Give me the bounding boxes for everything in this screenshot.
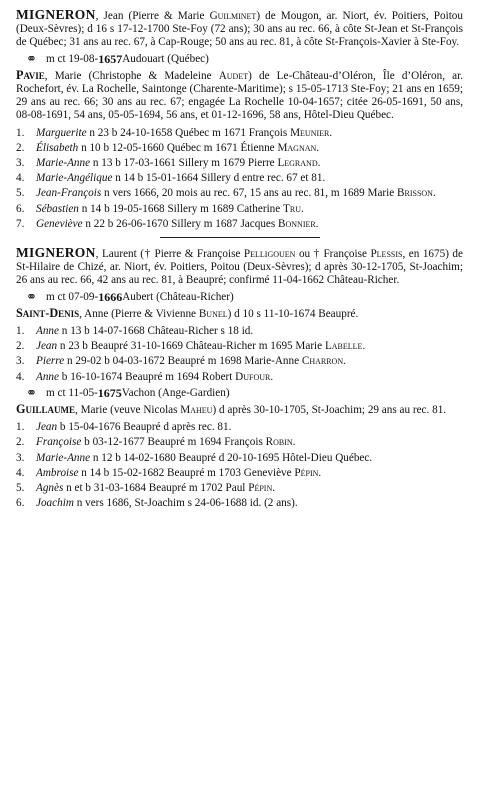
marriage-line: ⚭ m ct 11-05- 1675 Vachon (Ange-Gardien) [26,385,230,401]
child-item: 1. Marguerite n 23 b 24-10-1658 Québec m 1671 François Meunier. [16,126,333,139]
children-list [16,325,463,384]
child-item: 5. Jean-François n vers 1666, 20 mois au rec. 67, 15 ans au rec. 81, m 1689 Marie Brisson. [16,187,436,200]
children-list [16,127,463,231]
child-item: 1. Anne n 13 b 14-07-1668 Château-Richer s 18 id. [16,325,254,338]
child-item: 2. Jean n 23 b Beaupré 31-10-1669 Château-Richer m 1695 Marie Labelle. [16,340,366,353]
marriage-line: ⚭ m ct 19-08- 1657 Audouart (Québec) [26,51,209,67]
marriage-rings-icon: ⚭ [26,51,37,67]
child-item: 3. Marie-Anne n 13 b 17-03-1661 Sillery m 1679 Pierre Legrand. [16,157,321,170]
entry-divider [160,237,320,238]
child-item: 5. Agnès n et b 31-03-1684 Beaupré m 1702 Paul Pépin. [16,482,276,495]
spouse-paragraph: Saint-Denis, Anne (Pierre & Vivienne Bunel) d 10 s 11-10-1674 Beaupré. [16,305,359,320]
child-item: 2. Élisabeth n 10 b 12-05-1660 Québec m 1671 Étienne Magnan. [16,141,320,154]
family-entry-laurent-migneron [16,246,463,510]
child-item: 2. Françoise b 03-12-1677 Beaupré m 1694 François Robin. [16,436,296,449]
family-entry-jean-migneron [16,8,463,231]
child-item: 4. Anne b 16-10-1674 Beaupré m 1694 Robert Dufour. [16,370,274,383]
spouse-paragraph: Pavie, Marie (Christophe & Madeleine Audet) de Le-Château-d’Oléron, Île d’Oléron, ar. Rochefort, év. La Rochelle, Saintonge (Charente-Maritime); s 15-05-1713 Ste-Foy; 21 ans en 1659; 29 ans au rec. 66; 30 ans au rec. 67; engagée La Rochelle 10-04-1657; citée 26-05-1691, 50 ans, 08-08-1691, 54 ans, 05-05-1694, 56 ans, et 01-12-1696, 58 ans, Hôtel-Dieu Québec. [16,67,463,122]
child-item: 6. Joachim n vers 1686, St-Joachim s 24-06-1688 id. (2 ans). [16,497,298,510]
child-item: 4. Marie-Angélique n 14 b 15-01-1664 Sillery d entre rec. 67 et 81. [16,172,326,185]
children-list [16,421,463,510]
head-surname: MIGNERON [16,245,96,261]
child-item: 4. Ambroise n 14 b 15-02-1682 Beaupré m 1703 Geneviève Pépin. [16,466,322,479]
marriage-line: ⚭ m ct 07-09- 1666 Aubert (Château-Richer) [26,289,234,305]
child-item: 7. Geneviève n 22 b 26-06-1670 Sillery m 1687 Jacques Bonnier. [16,217,319,230]
head-paragraph: MIGNERON, Laurent († Pierre & Françoise Pelligouen ou † Françoise Plessis, en 1675) de St-Hilaire de Chizé, ar. Niort, év. Poitiers, Poitou (Deux-Sèvres); d après 30-12-1705, St-Joachim; 26 ans au rec. 66, 42 ans au rec. 81, à Beaupré; confirmé 11-04-1662 Château-Richer. [16,245,463,287]
marriage-rings-icon: ⚭ [26,289,37,305]
marriage-rings-icon: ⚭ [26,385,37,401]
child-item: 1. Jean b 15-04-1676 Beaupré d après rec. 81. [16,421,232,434]
child-item: 6. Sébastien n 14 b 19-05-1668 Sillery m 1689 Catherine Tru. [16,202,304,215]
head-paragraph: MIGNERON, Jean (Pierre & Marie Guilminet) de Mougon, ar. Niort, év. Poitiers, Poitou (Deux-Sèvres); d 16 s 17-12-1700 Ste-Foy (72 ans); 30 ans au rec. 66, à côte St-Jean et St-François de Québec; 31 ans au rec. 67, à Cap-Rouge; 50 ans au rec. 81, à côte St-François-Xavier à Ste-Foy. [16,7,463,49]
child-item: 3. Marie-Anne n 12 b 14-02-1680 Beaupré d 20-10-1695 Hôtel-Dieu Québec. [16,451,373,464]
spouse-paragraph: Guillaume, Marie (veuve Nicolas Maheu) d après 30-10-1705, St-Joachim; 29 ans au rec. 81. [16,402,447,417]
child-item: 3. Pierre n 29-02 b 04-03-1672 Beaupré m 1698 Marie-Anne Charron. [16,355,346,368]
head-surname: MIGNERON [16,7,96,22]
